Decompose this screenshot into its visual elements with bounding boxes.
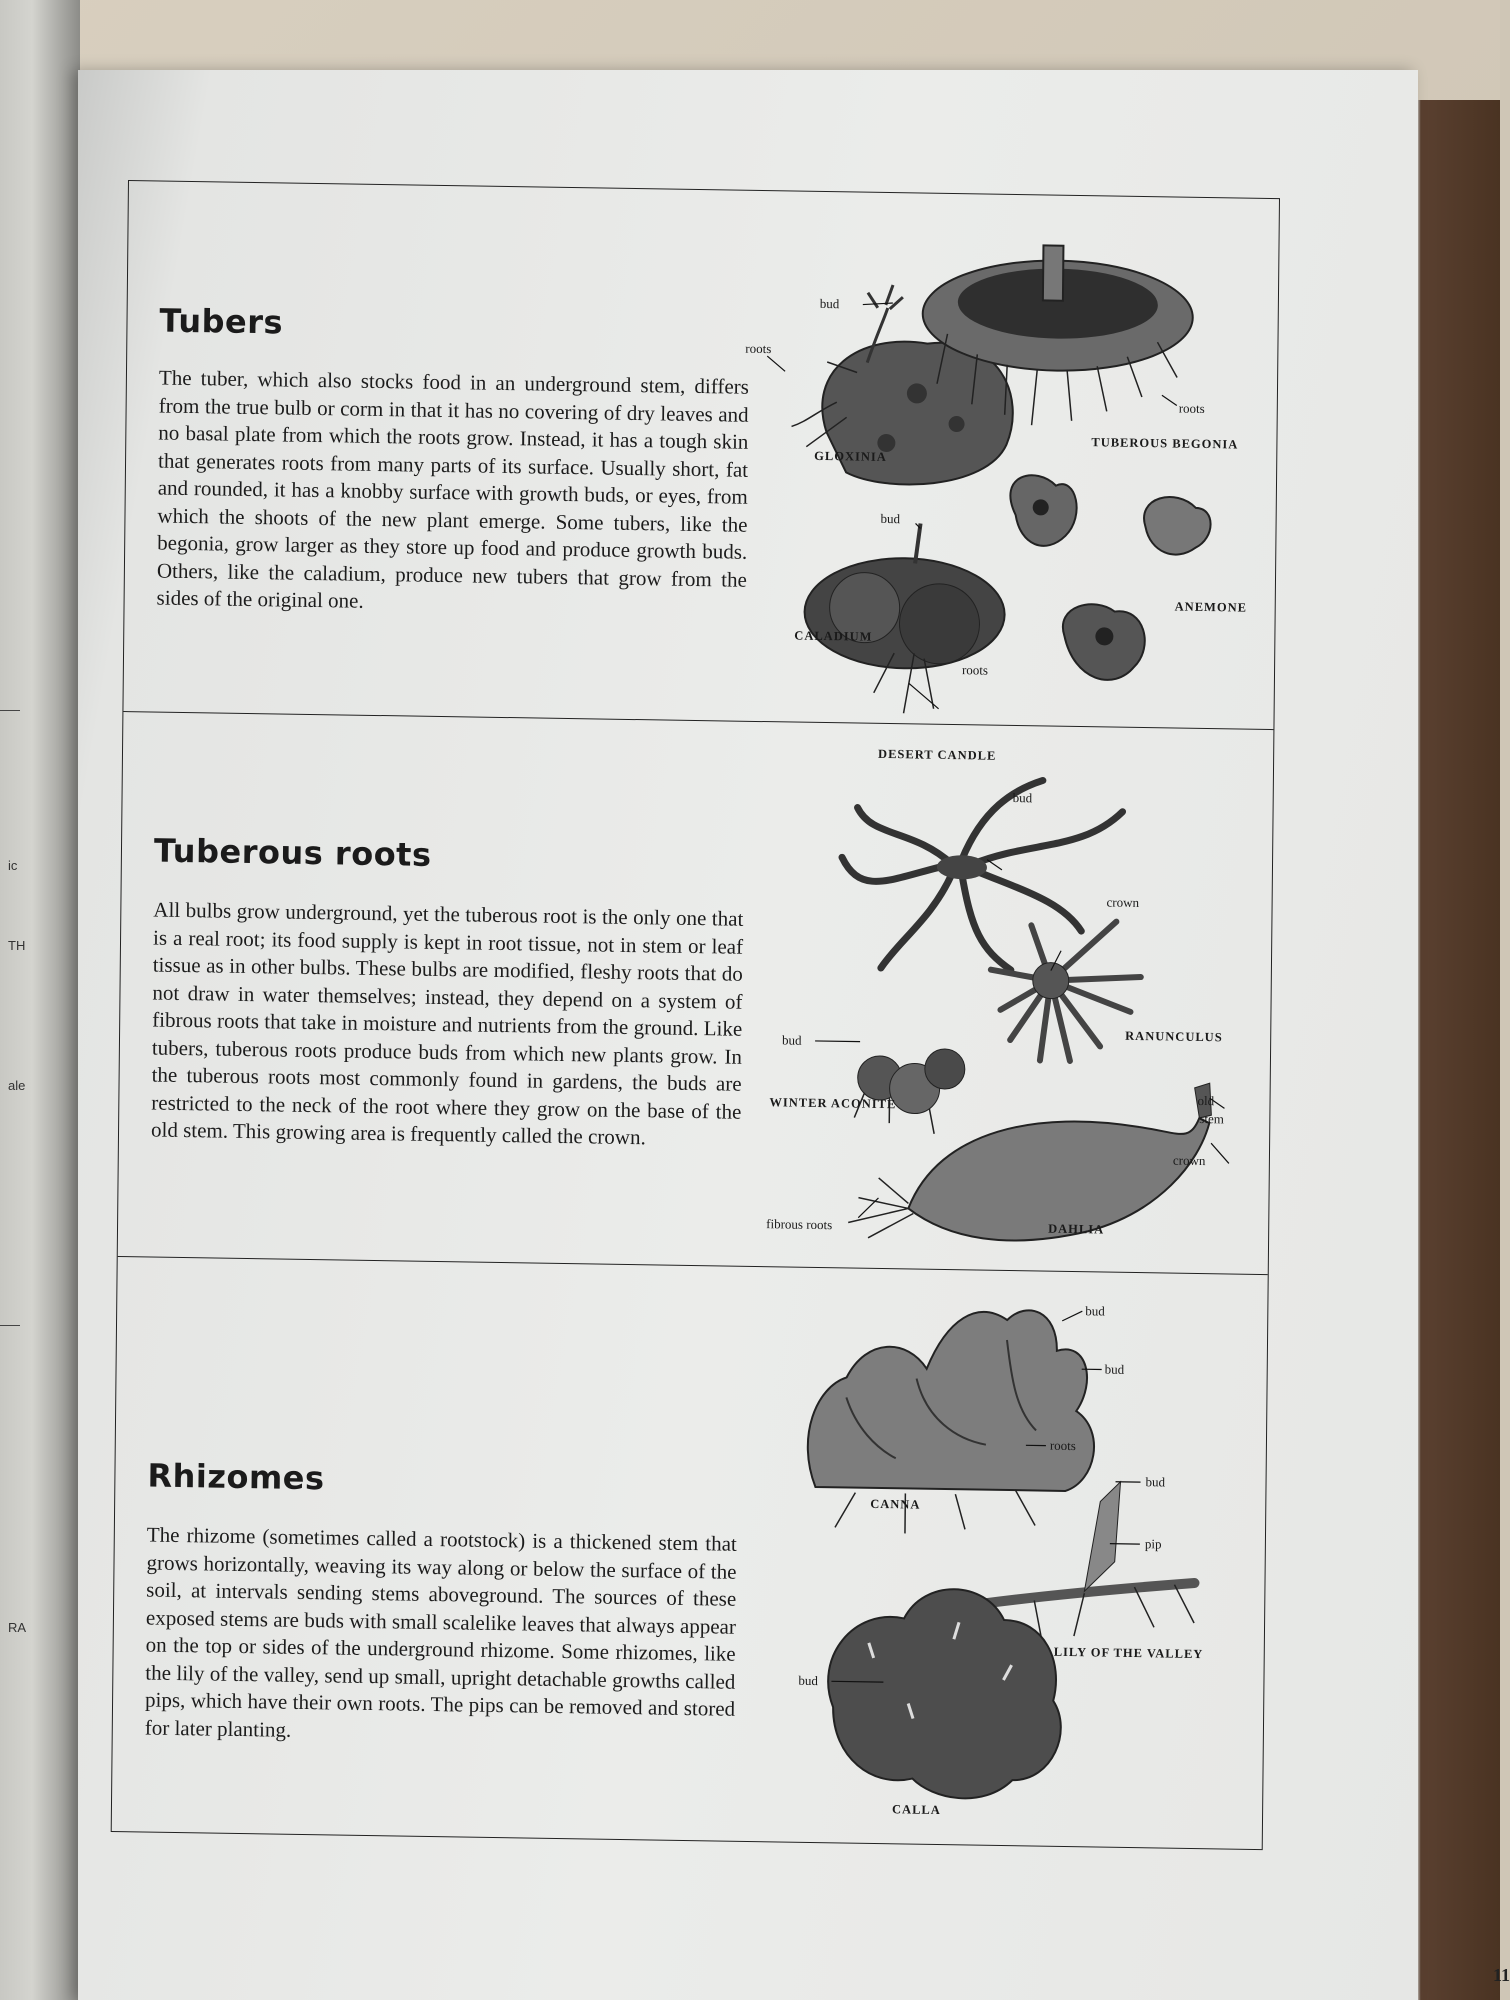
section-heading: Tuberous roots: [153, 831, 432, 874]
section-body: The tuber, which also stocks food in an underground stem, differs from the true bulb or corm in that it has no covering of dry leaves and no basal plate from which the roots grow. Instead, it has a tough skin that generates roots from many parts of its surface. Usually short, fat and rounded, it has a knobby surface with growth buds, or eyes, from which the shoots of the new plant emerge. Some tubers, like the begonia, grow larger as they store up food and produce growth buds. Others, like the caladium, produce new tubers that grow from the sides of the original one.: [156, 365, 750, 613]
label-tuberous-begonia: TUBEROUS BEGONIA: [1091, 435, 1239, 452]
label-bud: bud: [880, 510, 901, 527]
calla-illustration: [827, 1587, 1062, 1800]
label-caladium: CALADIUM: [794, 628, 873, 644]
label-lily-of-the-valley: LILY OF THE VALLEY: [1053, 1644, 1204, 1662]
content-frame: [111, 180, 1280, 1850]
label-roots: roots: [745, 340, 772, 357]
section-body: All bulbs grow underground, yet the tuberous root is the only one that is a real root; its food supply is kept in root tissue, not in stem or leaf tissue as in other bulbs. These bulbs are modified, fleshy roots that do not draw in water themselves; instead, they depend on a system of fibrous roots that take in moisture and nutrients from the ground. Like tubers, tuberous roots produce buds from which new plants grow. In the tuberous roots most commonly found in gardens, the buds are restricted to the neck of the root where they grow on the base of the old stem. This growing area is frequently called the crown.: [150, 897, 744, 1150]
rhizomes-illustration: [752, 1276, 1258, 1844]
label-crown: crown: [1106, 894, 1140, 910]
label-roots: roots: [961, 662, 989, 678]
label-gloxinia: GLOXINIA: [814, 448, 887, 464]
left-page-fragment: TH: [8, 938, 26, 953]
section-heading: Rhizomes: [147, 1456, 325, 1498]
left-page-fragment: RA: [8, 1620, 27, 1635]
label-bud: bud: [1145, 1474, 1166, 1490]
label-bud: bud: [819, 295, 840, 312]
label-anemone: ANEMONE: [1174, 599, 1248, 615]
label-bud: bud: [1012, 789, 1033, 806]
label-dahlia: DAHLIA: [1048, 1221, 1105, 1237]
label-stem: stem: [1199, 1110, 1224, 1127]
caladium-illustration: [804, 522, 1006, 715]
section-tuberous-roots: [118, 711, 1274, 1274]
tuberous-roots-illustration: [758, 736, 1264, 1274]
label-desert-candle: DESERT CANDLE: [878, 746, 997, 763]
anemone-illustration: [1008, 475, 1211, 682]
label-calla: CALLA: [891, 1802, 941, 1818]
label-ranunculus: RANUNCULUS: [1125, 1028, 1223, 1045]
left-page-rule: [0, 710, 20, 711]
tubers-illustration: [745, 211, 1268, 729]
canna-illustration: [807, 1307, 1096, 1536]
label-crown: crown: [1172, 1152, 1206, 1169]
label-bud: bud: [782, 1032, 802, 1048]
label-fibrous-roots: fibrous roots: [766, 1216, 833, 1233]
left-page-fragment: ic: [8, 858, 18, 873]
label-roots: roots: [1049, 1437, 1076, 1454]
winter-aconite-illustration: [854, 1048, 965, 1135]
page-number: 11: [1493, 1965, 1510, 1985]
left-page-edge: [0, 0, 80, 2000]
section-tubers: [123, 181, 1279, 729]
label-old: old: [1197, 1092, 1215, 1109]
book-page: [78, 70, 1510, 2000]
label-canna: CANNA: [870, 1496, 921, 1512]
label-winter-aconite: WINTER ACONITE: [769, 1095, 897, 1112]
label-bud: bud: [1085, 1303, 1105, 1319]
label-pip: pip: [1144, 1536, 1162, 1552]
section-rhizomes: [112, 1256, 1268, 1849]
label-roots: roots: [1178, 400, 1205, 416]
section-body: The rhizome (sometimes called a rootstock) is a thickened stem that grows horizontally, weaving its way along or below the surface of the soil, at intervals sending stems aboveground. The sources of these exposed stems are buds with small scalelike leaves that always appear on the top or sides of the underground rhizome. Some rhizomes, like the lily of the valley, send up small, upright detachable growths called pips, which have their own roots. The pips can be removed and stored for later planting.: [144, 1522, 737, 1742]
section-heading: Tubers: [159, 301, 284, 342]
label-bud: bud: [798, 1672, 818, 1689]
left-page-fragment: ale: [8, 1078, 26, 1093]
book-cover-edge: [1410, 100, 1500, 2000]
label-bud: bud: [1104, 1361, 1125, 1377]
left-page-rule: [0, 1325, 20, 1326]
